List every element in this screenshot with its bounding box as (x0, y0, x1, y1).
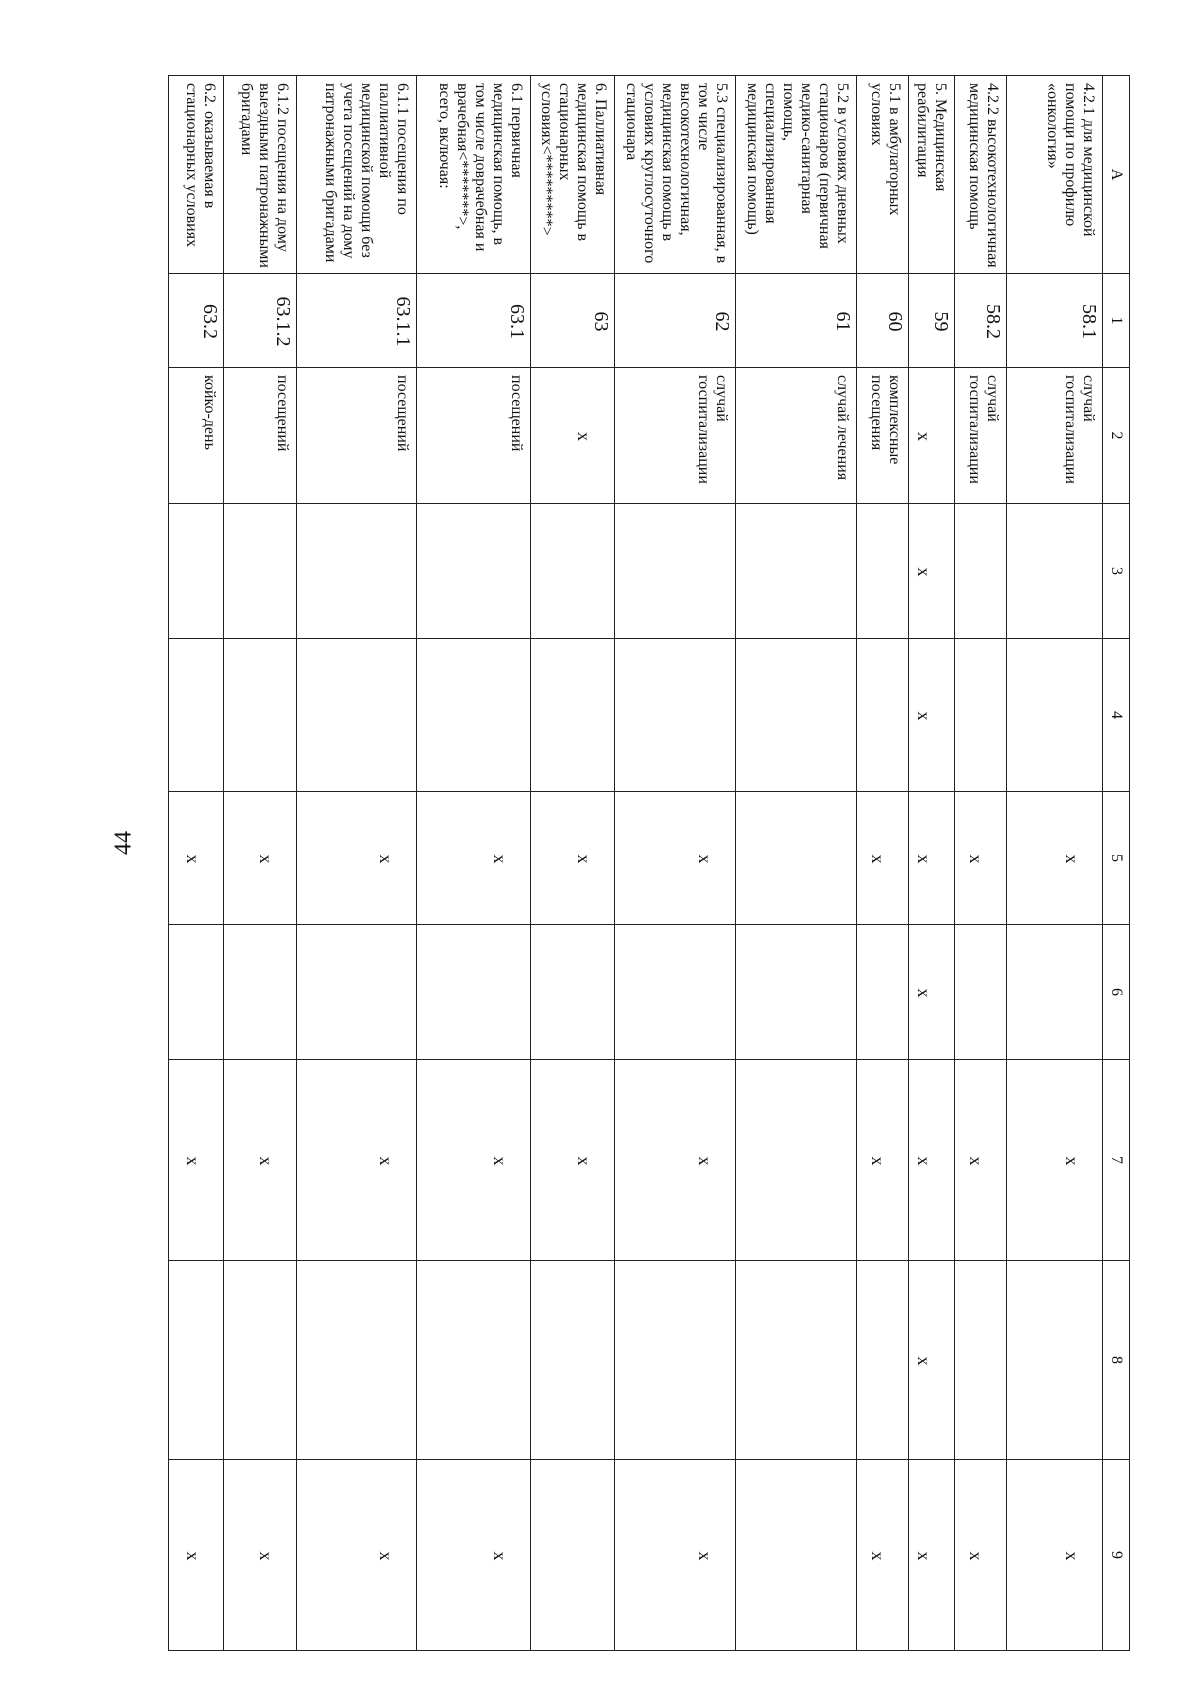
cell: х (224, 1060, 297, 1261)
row-code: 63.1.2 (224, 274, 297, 368)
cell: х (614, 792, 735, 925)
cell: х (614, 1460, 735, 1651)
cell: х (530, 792, 614, 925)
row-unit: случай лечения (735, 368, 856, 504)
row-name: 6.1.2 посещения на дому выездными патронажными бригадами (224, 76, 297, 274)
cell (530, 504, 614, 639)
row-code: 63.2 (169, 274, 224, 368)
cell (530, 639, 614, 792)
cell: х (224, 1460, 297, 1651)
cell: х (856, 1060, 908, 1261)
cell (1007, 639, 1103, 792)
cell (224, 1261, 297, 1460)
cell: х (955, 1060, 1007, 1261)
row-code: 58.1 (1007, 274, 1103, 368)
row-unit: койко-день (169, 368, 224, 504)
row-name: 4.2.2 высокотехнологичная медицинская помощь (955, 76, 1007, 274)
header-cell: 7 (1103, 1060, 1130, 1261)
cell (856, 925, 908, 1060)
cell (735, 925, 856, 1060)
table-row (169, 76, 224, 1651)
header-cell: 4 (1103, 639, 1130, 792)
cell: х (169, 1460, 224, 1651)
row-name: 5.2 в условиях дневных стационаров (первичная медико-санитарная помощь, специализированная медицинская помощь) (735, 76, 856, 274)
cell (169, 925, 224, 1060)
cell: х (296, 1060, 416, 1261)
table-row (856, 76, 908, 1651)
cell: х (1007, 1460, 1103, 1651)
row-unit: посещений (296, 368, 416, 504)
table-row (735, 76, 856, 1651)
cell (224, 504, 297, 639)
cell (169, 504, 224, 639)
row-unit: случай госпитализации (1007, 368, 1103, 504)
cell: х (908, 504, 955, 639)
cell: х (908, 792, 955, 925)
cell: х (955, 792, 1007, 925)
cell: х (614, 1060, 735, 1261)
cell: х (416, 1060, 530, 1261)
header-cell: A (1103, 76, 1130, 274)
cell (416, 1261, 530, 1460)
cell (296, 639, 416, 792)
cell (296, 504, 416, 639)
cell (1007, 925, 1103, 1060)
cell (1007, 504, 1103, 639)
cell: х (416, 792, 530, 925)
cell (614, 1261, 735, 1460)
table-row (908, 76, 955, 1651)
header-cell: 6 (1103, 925, 1130, 1060)
cell (169, 1261, 224, 1460)
cell (735, 1060, 856, 1261)
header-cell: 8 (1103, 1261, 1130, 1460)
cell (955, 504, 1007, 639)
cell (416, 639, 530, 792)
cell (416, 504, 530, 639)
cell (416, 925, 530, 1060)
cell: х (169, 792, 224, 925)
row-unit: случай госпитализации (614, 368, 735, 504)
cell (856, 504, 908, 639)
rotated-table-wrapper (168, 75, 1130, 1650)
cell: х (856, 1460, 908, 1651)
table-row (224, 76, 297, 1651)
row-name: 6. Паллиативная медицинская помощь в стационарных условиях<*********> (530, 76, 614, 274)
row-code: 58.2 (955, 274, 1007, 368)
row-name: 6.2. оказываемая в стационарных условиях (169, 76, 224, 274)
row-unit: комплексные посещения (856, 368, 908, 504)
row-name: 5.1 в амбулаторных условиях (856, 76, 908, 274)
cell (169, 639, 224, 792)
cell (224, 925, 297, 1060)
row-code: 62 (614, 274, 735, 368)
cell (955, 1261, 1007, 1460)
cell: х (169, 1060, 224, 1261)
row-unit: посещений (224, 368, 297, 504)
cell (614, 925, 735, 1060)
header-cell: 3 (1103, 504, 1130, 639)
cell (614, 639, 735, 792)
cell (735, 639, 856, 792)
header-cell: 9 (1103, 1460, 1130, 1651)
cell: х (224, 792, 297, 925)
cell (1007, 1261, 1103, 1460)
cell: х (296, 792, 416, 925)
row-name: 5.3 специализированная, в том числе высокотехнологичная, медицинская помощь в условиях круглосуточного стационара (614, 76, 735, 274)
header-row (1103, 76, 1130, 1651)
cell (735, 504, 856, 639)
row-unit: случай госпитализации (955, 368, 1007, 504)
cell: х (908, 1261, 955, 1460)
cell: х (908, 1460, 955, 1651)
cell (735, 792, 856, 925)
cell: х (530, 1060, 614, 1261)
table-row (530, 76, 614, 1651)
row-code: 63 (530, 274, 614, 368)
table-row (416, 76, 530, 1651)
cell (530, 1261, 614, 1460)
row-code: 60 (856, 274, 908, 368)
cell: х (908, 925, 955, 1060)
cell (224, 639, 297, 792)
table-row (1007, 76, 1103, 1651)
row-unit: посещений (416, 368, 530, 504)
row-unit: х (530, 368, 614, 504)
cell: х (908, 639, 955, 792)
page-number: 44 (110, 831, 137, 855)
cell (614, 504, 735, 639)
cell: х (856, 792, 908, 925)
header-cell: 5 (1103, 792, 1130, 925)
cell: х (416, 1460, 530, 1651)
row-unit: х (908, 368, 955, 504)
header-cell: 1 (1103, 274, 1130, 368)
cell (856, 639, 908, 792)
data-table (168, 75, 1130, 1651)
row-code: 63.1.1 (296, 274, 416, 368)
table-row (955, 76, 1007, 1651)
cell (735, 1460, 856, 1651)
row-code: 63.1 (416, 274, 530, 368)
row-name: 4.2.1 для медицинской помощи по профилю «онкология» (1007, 76, 1103, 274)
cell: х (296, 1460, 416, 1651)
cell: х (1007, 792, 1103, 925)
row-code: 61 (735, 274, 856, 368)
cell (530, 925, 614, 1060)
table-row (614, 76, 735, 1651)
header-cell: 2 (1103, 368, 1130, 504)
cell (955, 925, 1007, 1060)
cell: х (1007, 1060, 1103, 1261)
row-name: 5. Медицинская реабилитация (908, 76, 955, 274)
cell (735, 1261, 856, 1460)
row-code: 59 (908, 274, 955, 368)
cell (856, 1261, 908, 1460)
cell (530, 1460, 614, 1651)
cell: х (955, 1460, 1007, 1651)
cell: х (908, 1060, 955, 1261)
table-row (296, 76, 416, 1651)
cell (296, 1261, 416, 1460)
cell (296, 925, 416, 1060)
row-name: 6.1.1 посещения по паллиативной медицинской помощи без учета посещений на дому патронажными бригадами (296, 76, 416, 274)
cell (955, 639, 1007, 792)
row-name: 6.1 первичная медицинская помощь, в том числе доврачебная и врачебная<*******>, всего, включая: (416, 76, 530, 274)
